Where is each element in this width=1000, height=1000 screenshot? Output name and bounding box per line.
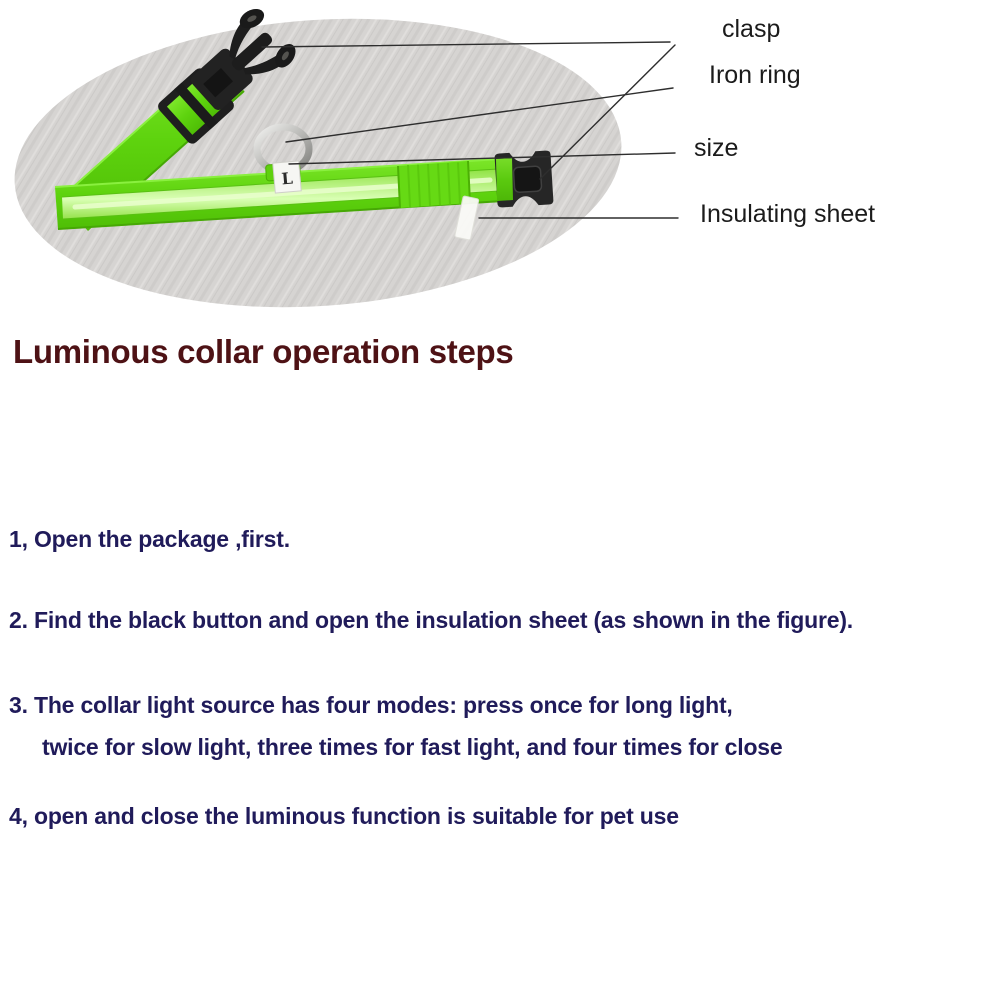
step-1: 1, Open the package ,first. <box>9 526 290 552</box>
label-size: size <box>694 134 739 162</box>
label-insulating-sheet: Insulating sheet <box>700 200 876 228</box>
step-3-line-1: 3. The collar light source has four modes: press once for long light, <box>9 692 733 718</box>
step-3-line-2: twice for slow light, three times for fast light, and four times for close <box>42 734 783 760</box>
step-4: 4, open and close the luminous function is suitable for pet use <box>9 803 679 829</box>
page-title: Luminous collar operation steps <box>13 333 514 370</box>
step-2: 2. Find the black button and open the insulation sheet (as shown in the figure). <box>9 607 853 633</box>
label-clasp: clasp <box>722 15 781 43</box>
band-wrap-section <box>398 161 470 208</box>
size-tag-text: L <box>280 168 294 189</box>
band-tip-over-buckle <box>496 158 513 201</box>
product-photo <box>0 0 1000 330</box>
size-tag <box>273 161 302 193</box>
label-iron-ring: Iron ring <box>709 61 801 89</box>
buckle-button <box>513 166 541 193</box>
collar-photo-svg <box>0 0 1000 330</box>
